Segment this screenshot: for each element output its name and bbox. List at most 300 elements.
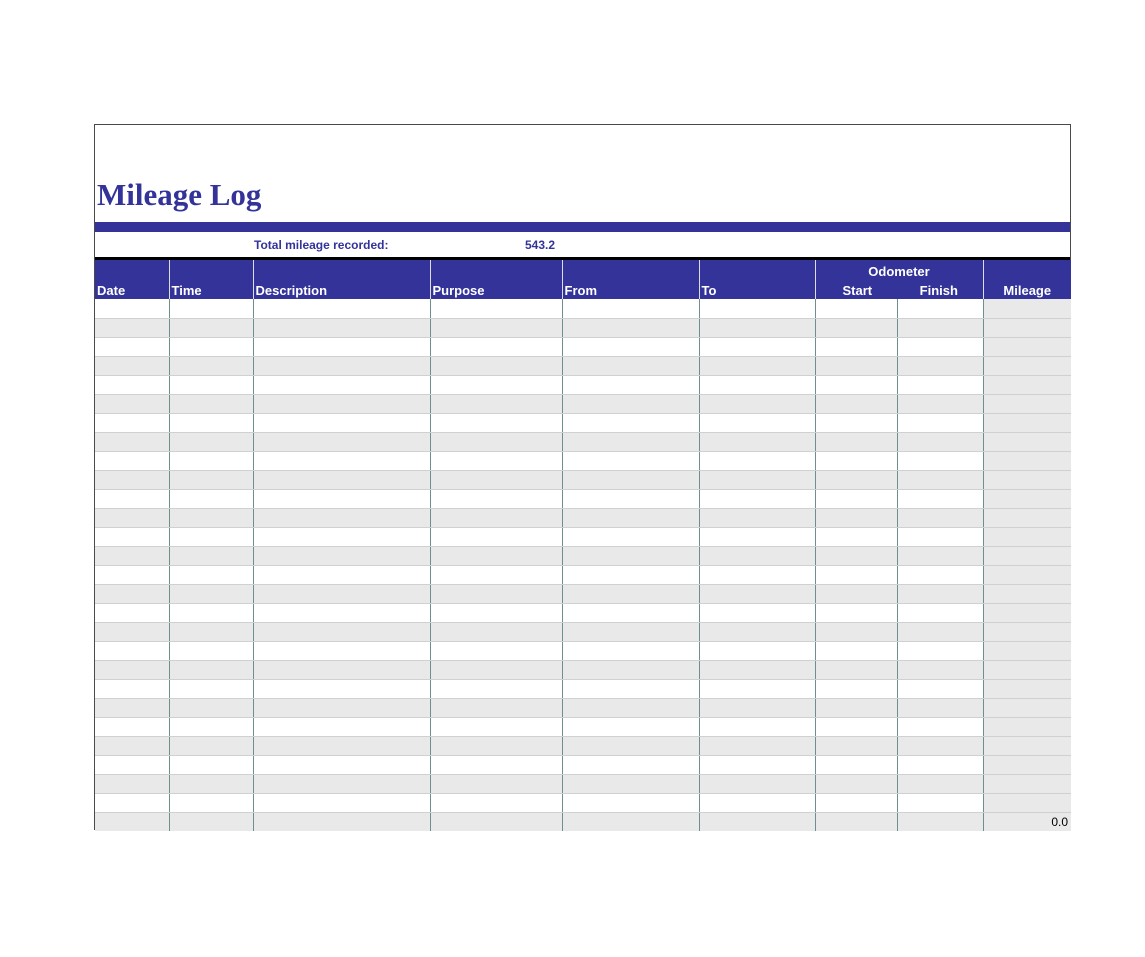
cell-mileage[interactable] (983, 717, 1071, 736)
cell-mileage[interactable] (983, 603, 1071, 622)
cell-finish[interactable] (897, 451, 983, 470)
cell-start[interactable] (815, 489, 897, 508)
cell-start[interactable] (815, 698, 897, 717)
col-finish-header: Finish (919, 283, 958, 298)
cell-finish[interactable] (897, 546, 983, 565)
cell-time[interactable] (169, 356, 253, 375)
cell-mileage[interactable] (983, 470, 1071, 489)
col-to-header[interactable]: To (699, 260, 815, 299)
cell-from[interactable] (562, 451, 699, 470)
col-description-header[interactable]: Description (253, 260, 430, 299)
table-row (95, 717, 1071, 736)
cell-date[interactable] (95, 527, 169, 546)
cell-description[interactable] (253, 318, 430, 337)
cell-finish[interactable] (897, 698, 983, 717)
cell-purpose[interactable] (430, 470, 562, 489)
cell-to[interactable] (699, 356, 815, 375)
cell-from[interactable] (562, 470, 699, 489)
cell-finish[interactable] (897, 489, 983, 508)
cell-to[interactable] (699, 812, 815, 831)
cell-date[interactable] (95, 622, 169, 641)
cell-to[interactable] (699, 413, 815, 432)
cell-purpose[interactable] (430, 337, 562, 356)
cell-mileage[interactable] (983, 660, 1071, 679)
cell-start[interactable] (815, 527, 897, 546)
cell-date[interactable] (95, 413, 169, 432)
cell-purpose[interactable] (430, 793, 562, 812)
cell-date[interactable] (95, 318, 169, 337)
cell-purpose[interactable] (430, 774, 562, 793)
cell-to[interactable] (699, 622, 815, 641)
total-mileage-label: Total mileage recorded: (254, 238, 389, 252)
cell-mileage[interactable] (983, 641, 1071, 660)
cell-to[interactable] (699, 489, 815, 508)
cell-date[interactable] (95, 508, 169, 527)
cell-time[interactable] (169, 774, 253, 793)
cell-description[interactable] (253, 755, 430, 774)
header-row (95, 260, 1071, 299)
table-row (95, 299, 1071, 318)
cell-description[interactable] (253, 717, 430, 736)
cell-time[interactable] (169, 565, 253, 584)
cell-description[interactable] (253, 622, 430, 641)
cell-start[interactable] (815, 603, 897, 622)
cell-time[interactable] (169, 793, 253, 812)
table-row (95, 489, 1071, 508)
cell-mileage[interactable] (983, 546, 1071, 565)
cell-finish[interactable] (897, 375, 983, 394)
cell-from[interactable] (562, 736, 699, 755)
cell-from[interactable] (562, 698, 699, 717)
cell-start[interactable] (815, 470, 897, 489)
cell-finish[interactable] (897, 318, 983, 337)
cell-description[interactable] (253, 641, 430, 660)
cell-description[interactable] (253, 603, 430, 622)
cell-from[interactable] (562, 318, 699, 337)
cell-purpose[interactable] (430, 489, 562, 508)
cell-mileage[interactable] (983, 337, 1071, 356)
cell-mileage[interactable] (983, 489, 1071, 508)
cell-to[interactable] (699, 375, 815, 394)
summary-row (95, 233, 1070, 257)
cell-purpose[interactable] (430, 375, 562, 394)
cell-description[interactable] (253, 812, 430, 831)
cell-start[interactable] (815, 337, 897, 356)
table-body (95, 299, 1071, 831)
page-title: Mileage Log (97, 177, 262, 212)
col-date-header[interactable]: Date (95, 260, 169, 299)
cell-finish[interactable] (897, 774, 983, 793)
cell-finish[interactable] (897, 432, 983, 451)
cell-mileage[interactable] (983, 622, 1071, 641)
cell-start[interactable] (815, 565, 897, 584)
cell-to[interactable] (699, 660, 815, 679)
table-row (95, 622, 1071, 641)
cell-time[interactable] (169, 451, 253, 470)
cell-description[interactable] (253, 508, 430, 527)
cell-description[interactable] (253, 698, 430, 717)
cell-start[interactable] (815, 736, 897, 755)
cell-finish[interactable] (897, 641, 983, 660)
cell-purpose[interactable] (430, 527, 562, 546)
cell-date[interactable] (95, 717, 169, 736)
cell-from[interactable] (562, 546, 699, 565)
cell-to[interactable] (699, 299, 815, 318)
cell-time[interactable] (169, 337, 253, 356)
cell-start[interactable] (815, 451, 897, 470)
cell-date[interactable] (95, 793, 169, 812)
cell-time[interactable] (169, 736, 253, 755)
cell-description[interactable] (253, 432, 430, 451)
table-row (95, 603, 1071, 622)
table-row (95, 736, 1071, 755)
cell-from[interactable] (562, 565, 699, 584)
cell-date[interactable] (95, 565, 169, 584)
table-row (95, 755, 1071, 774)
table-row (95, 793, 1071, 812)
cell-description[interactable] (253, 337, 430, 356)
cell-date[interactable] (95, 489, 169, 508)
cell-start[interactable] (815, 660, 897, 679)
cell-from[interactable] (562, 375, 699, 394)
cell-finish[interactable] (897, 603, 983, 622)
cell-to[interactable] (699, 698, 815, 717)
cell-from[interactable] (562, 603, 699, 622)
cell-finish[interactable] (897, 679, 983, 698)
cell-time[interactable] (169, 698, 253, 717)
cell-description[interactable] (253, 793, 430, 812)
table-row (95, 451, 1071, 470)
cell-time[interactable] (169, 679, 253, 698)
cell-description[interactable] (253, 375, 430, 394)
cell-mileage[interactable] (983, 774, 1071, 793)
cell-date[interactable] (95, 546, 169, 565)
cell-time[interactable] (169, 812, 253, 831)
cell-mileage[interactable] (983, 527, 1071, 546)
cell-to[interactable] (699, 717, 815, 736)
table-row (95, 337, 1071, 356)
table-row (95, 679, 1071, 698)
cell-date[interactable] (95, 299, 169, 318)
table-row (95, 641, 1071, 660)
cell-date[interactable] (95, 736, 169, 755)
cell-start[interactable] (815, 755, 897, 774)
cell-purpose[interactable] (430, 755, 562, 774)
cell-time[interactable] (169, 717, 253, 736)
cell-description[interactable] (253, 394, 430, 413)
cell-to[interactable] (699, 641, 815, 660)
cell-mileage[interactable] (983, 394, 1071, 413)
cell-finish[interactable] (897, 622, 983, 641)
cell-to[interactable] (699, 508, 815, 527)
cell-to[interactable] (699, 337, 815, 356)
cell-purpose[interactable] (430, 679, 562, 698)
cell-finish[interactable] (897, 736, 983, 755)
cell-start[interactable] (815, 394, 897, 413)
cell-from[interactable] (562, 584, 699, 603)
cell-time[interactable] (169, 470, 253, 489)
cell-time[interactable] (169, 318, 253, 337)
cell-mileage[interactable] (983, 356, 1071, 375)
cell-to[interactable] (699, 451, 815, 470)
table-row (95, 584, 1071, 603)
cell-time[interactable] (169, 394, 253, 413)
cell-mileage[interactable] (983, 793, 1071, 812)
cell-finish[interactable] (897, 793, 983, 812)
cell-finish[interactable] (897, 565, 983, 584)
cell-date[interactable] (95, 641, 169, 660)
cell-start[interactable] (815, 641, 897, 660)
cell-date[interactable] (95, 451, 169, 470)
cell-description[interactable] (253, 299, 430, 318)
cell-from[interactable] (562, 394, 699, 413)
cell-from[interactable] (562, 793, 699, 812)
cell-start[interactable] (815, 584, 897, 603)
cell-purpose[interactable] (430, 356, 562, 375)
cell-finish[interactable] (897, 812, 983, 831)
cell-date[interactable] (95, 584, 169, 603)
cell-description[interactable] (253, 546, 430, 565)
cell-start[interactable] (815, 375, 897, 394)
cell-finish[interactable] (897, 527, 983, 546)
col-start-header: Start (842, 283, 873, 298)
cell-to[interactable] (699, 527, 815, 546)
cell-purpose[interactable] (430, 622, 562, 641)
cell-to[interactable] (699, 565, 815, 584)
cell-purpose[interactable] (430, 641, 562, 660)
mileage-log-sheet (94, 124, 1071, 830)
cell-start[interactable] (815, 812, 897, 831)
cell-purpose[interactable] (430, 565, 562, 584)
cell-mileage[interactable] (983, 565, 1071, 584)
cell-purpose[interactable] (430, 432, 562, 451)
cell-finish[interactable] (897, 660, 983, 679)
table-row (95, 698, 1071, 717)
table-row (95, 527, 1071, 546)
cell-from[interactable] (562, 337, 699, 356)
table-row (95, 508, 1071, 527)
cell-finish[interactable] (897, 337, 983, 356)
cell-to[interactable] (699, 736, 815, 755)
odometer-subheaders (818, 283, 981, 298)
table-row (95, 774, 1071, 793)
cell-finish[interactable] (897, 508, 983, 527)
cell-mileage[interactable] (983, 432, 1071, 451)
cell-purpose[interactable] (430, 717, 562, 736)
cell-time[interactable] (169, 641, 253, 660)
cell-finish[interactable] (897, 413, 983, 432)
cell-finish[interactable] (897, 394, 983, 413)
col-odometer-header[interactable] (815, 260, 983, 299)
cell-date[interactable] (95, 698, 169, 717)
cell-mileage[interactable] (983, 413, 1071, 432)
table-row (95, 375, 1071, 394)
cell-date[interactable] (95, 774, 169, 793)
cell-from[interactable] (562, 413, 699, 432)
table-row (95, 565, 1071, 584)
cell-time[interactable] (169, 508, 253, 527)
cell-mileage[interactable]: 0.0 (983, 812, 1071, 831)
odometer-label: Odometer (868, 264, 930, 279)
cell-from[interactable] (562, 679, 699, 698)
table-row (95, 660, 1071, 679)
cell-mileage[interactable] (983, 755, 1071, 774)
cell-start[interactable] (815, 546, 897, 565)
cell-date[interactable] (95, 812, 169, 831)
cell-to[interactable] (699, 679, 815, 698)
cell-purpose[interactable] (430, 394, 562, 413)
cell-to[interactable] (699, 755, 815, 774)
cell-description[interactable] (253, 413, 430, 432)
cell-from[interactable] (562, 527, 699, 546)
cell-date[interactable] (95, 660, 169, 679)
cell-start[interactable] (815, 793, 897, 812)
cell-start[interactable] (815, 717, 897, 736)
cell-to[interactable] (699, 793, 815, 812)
cell-mileage[interactable] (983, 584, 1071, 603)
cell-from[interactable] (562, 489, 699, 508)
cell-from[interactable] (562, 755, 699, 774)
cell-start[interactable] (815, 356, 897, 375)
cell-time[interactable] (169, 375, 253, 394)
cell-to[interactable] (699, 432, 815, 451)
cell-date[interactable] (95, 337, 169, 356)
cell-to[interactable] (699, 584, 815, 603)
cell-mileage[interactable] (983, 451, 1071, 470)
cell-purpose[interactable] (430, 413, 562, 432)
cell-from[interactable] (562, 641, 699, 660)
cell-purpose[interactable] (430, 698, 562, 717)
cell-from[interactable] (562, 508, 699, 527)
cell-start[interactable] (815, 413, 897, 432)
cell-date[interactable] (95, 356, 169, 375)
cell-to[interactable] (699, 394, 815, 413)
table-row (95, 413, 1071, 432)
cell-time[interactable] (169, 755, 253, 774)
cell-purpose[interactable] (430, 660, 562, 679)
table-row (95, 394, 1071, 413)
cell-from[interactable] (562, 660, 699, 679)
col-purpose-header[interactable]: Purpose (430, 260, 562, 299)
col-from-header[interactable]: From (562, 260, 699, 299)
cell-from[interactable] (562, 774, 699, 793)
cell-mileage[interactable] (983, 299, 1071, 318)
cell-to[interactable] (699, 318, 815, 337)
cell-start[interactable] (815, 299, 897, 318)
cell-purpose[interactable] (430, 736, 562, 755)
cell-date[interactable] (95, 679, 169, 698)
cell-time[interactable] (169, 603, 253, 622)
cell-date[interactable] (95, 394, 169, 413)
table-row (95, 812, 1071, 831)
cell-purpose[interactable] (430, 318, 562, 337)
cell-description[interactable] (253, 565, 430, 584)
cell-start[interactable] (815, 679, 897, 698)
cell-time[interactable] (169, 584, 253, 603)
col-mileage-header[interactable]: Mileage (983, 260, 1071, 299)
title-divider (95, 222, 1070, 232)
cell-time[interactable] (169, 299, 253, 318)
cell-description[interactable] (253, 736, 430, 755)
cell-to[interactable] (699, 470, 815, 489)
cell-time[interactable] (169, 546, 253, 565)
cell-start[interactable] (815, 432, 897, 451)
cell-time[interactable] (169, 432, 253, 451)
cell-time[interactable] (169, 413, 253, 432)
cell-purpose[interactable] (430, 299, 562, 318)
cell-finish[interactable] (897, 717, 983, 736)
cell-start[interactable] (815, 774, 897, 793)
cell-mileage[interactable] (983, 679, 1071, 698)
cell-date[interactable] (95, 375, 169, 394)
cell-from[interactable] (562, 812, 699, 831)
table-row (95, 356, 1071, 375)
cell-description[interactable] (253, 527, 430, 546)
total-mileage-value: 543.2 (525, 238, 556, 252)
cell-purpose[interactable] (430, 584, 562, 603)
mileage-table-wrap (95, 260, 1070, 831)
cell-description[interactable] (253, 774, 430, 793)
cell-purpose[interactable] (430, 508, 562, 527)
col-time-header[interactable]: Time (169, 260, 253, 299)
cell-mileage[interactable] (983, 698, 1071, 717)
cell-start[interactable] (815, 318, 897, 337)
cell-from[interactable] (562, 432, 699, 451)
cell-date[interactable] (95, 603, 169, 622)
cell-time[interactable] (169, 622, 253, 641)
cell-date[interactable] (95, 470, 169, 489)
cell-mileage[interactable] (983, 318, 1071, 337)
cell-purpose[interactable] (430, 812, 562, 831)
cell-time[interactable] (169, 489, 253, 508)
cell-to[interactable] (699, 546, 815, 565)
cell-to[interactable] (699, 774, 815, 793)
cell-to[interactable] (699, 603, 815, 622)
cell-purpose[interactable] (430, 603, 562, 622)
cell-mileage[interactable] (983, 736, 1071, 755)
cell-start[interactable] (815, 508, 897, 527)
mileage-table (95, 260, 1071, 831)
cell-finish[interactable] (897, 299, 983, 318)
cell-purpose[interactable] (430, 546, 562, 565)
cell-date[interactable] (95, 432, 169, 451)
cell-description[interactable] (253, 679, 430, 698)
cell-description[interactable] (253, 356, 430, 375)
cell-from[interactable] (562, 356, 699, 375)
cell-finish[interactable] (897, 755, 983, 774)
cell-date[interactable] (95, 755, 169, 774)
cell-finish[interactable] (897, 584, 983, 603)
cell-mileage[interactable] (983, 508, 1071, 527)
table-row (95, 546, 1071, 565)
cell-mileage[interactable] (983, 375, 1071, 394)
table-row (95, 470, 1071, 489)
cell-description[interactable] (253, 660, 430, 679)
cell-description[interactable] (253, 470, 430, 489)
cell-description[interactable] (253, 451, 430, 470)
cell-start[interactable] (815, 622, 897, 641)
cell-description[interactable] (253, 489, 430, 508)
cell-purpose[interactable] (430, 451, 562, 470)
cell-finish[interactable] (897, 470, 983, 489)
cell-description[interactable] (253, 584, 430, 603)
cell-from[interactable] (562, 622, 699, 641)
cell-finish[interactable] (897, 356, 983, 375)
cell-from[interactable] (562, 717, 699, 736)
cell-time[interactable] (169, 527, 253, 546)
cell-from[interactable] (562, 299, 699, 318)
cell-time[interactable] (169, 660, 253, 679)
